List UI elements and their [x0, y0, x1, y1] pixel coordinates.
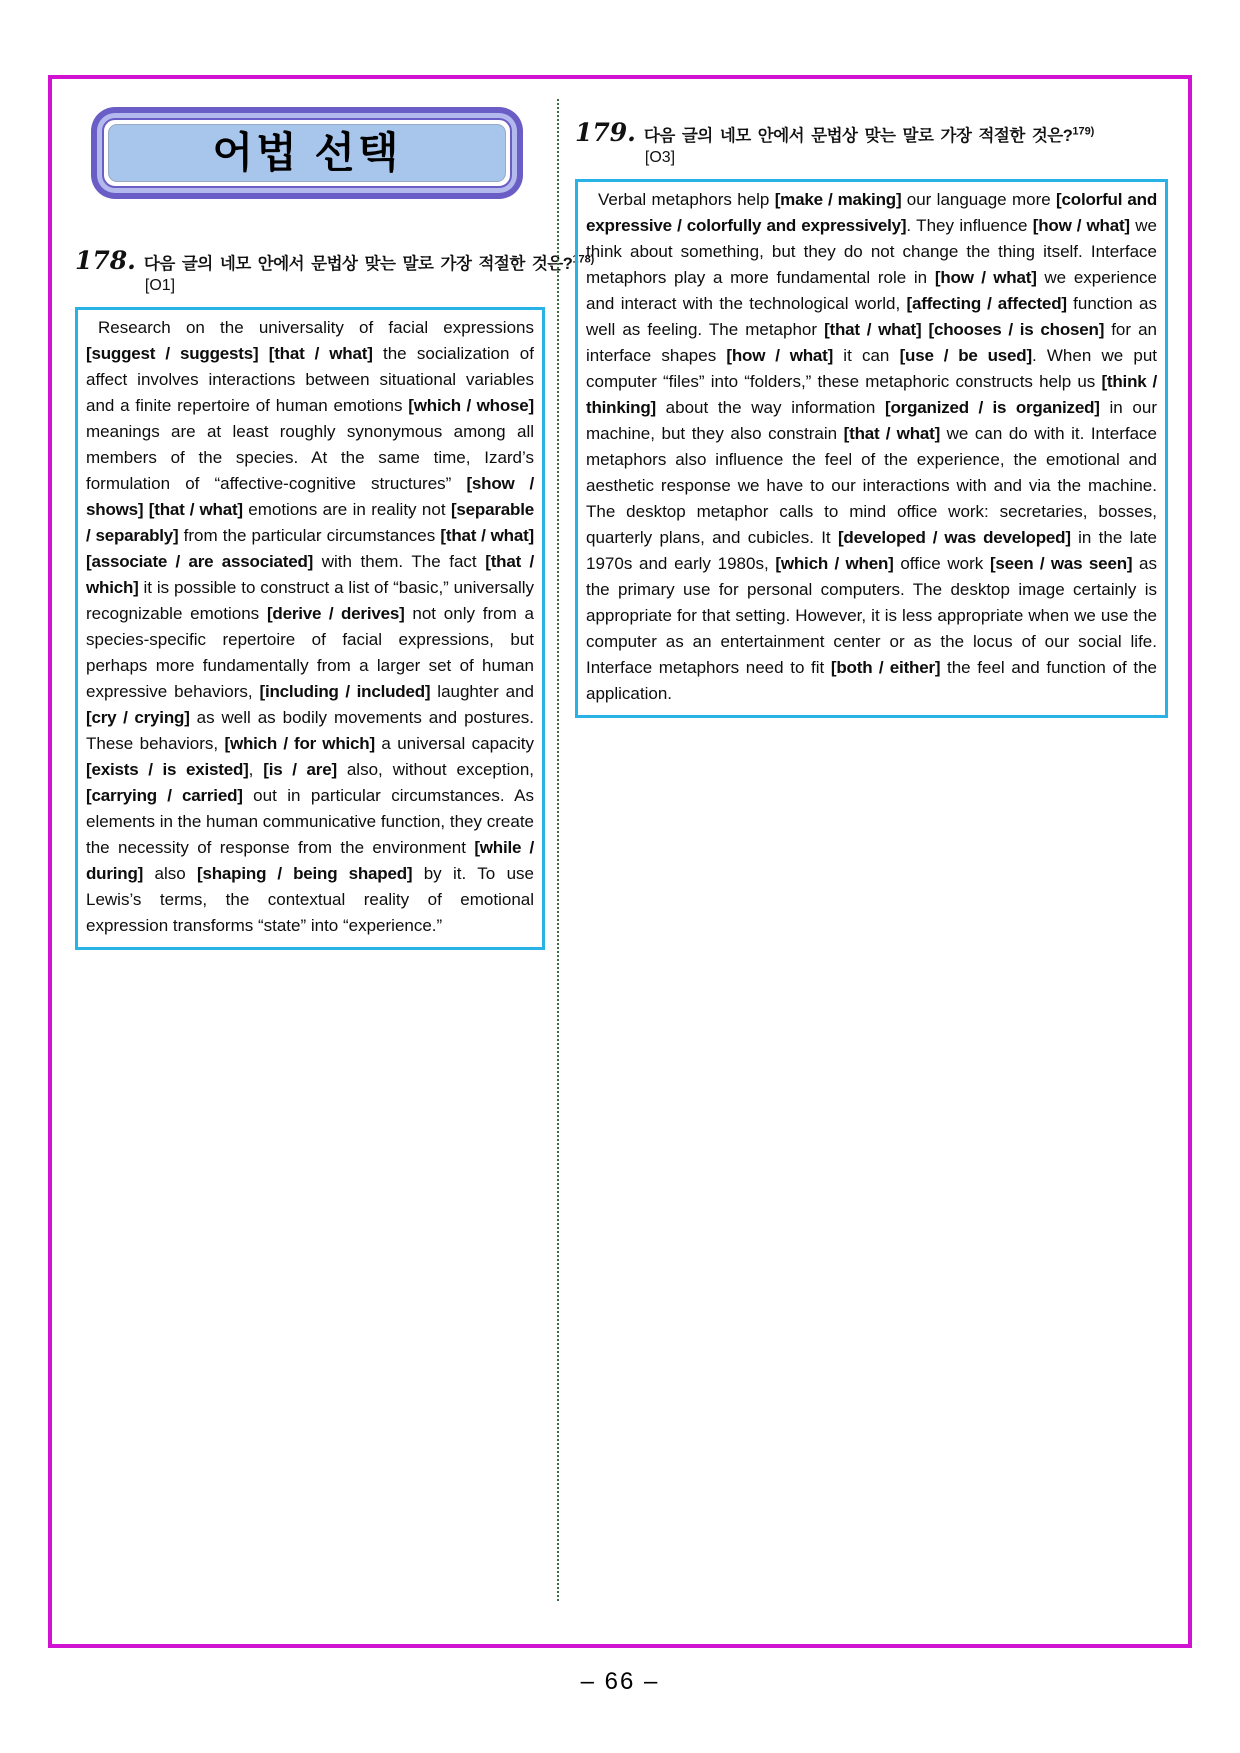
question-178 [75, 246, 595, 950]
left-column [75, 79, 595, 950]
question-179-prompt-block [644, 122, 1094, 167]
question-prompt [644, 122, 1094, 146]
right-column [575, 118, 1168, 718]
source-code: [O3] [644, 149, 676, 166]
section-title [108, 124, 506, 182]
page-border [48, 75, 1192, 1648]
banner-layer-periwinkle [97, 113, 517, 193]
question-178-header [75, 246, 595, 295]
footnote-marker: 178) [572, 253, 595, 266]
page-number: – 66 – [580, 1668, 660, 1695]
section-title-banner [91, 107, 523, 199]
question-prompt [144, 250, 594, 274]
question-prompt-text: 다음 글의 네모 안에서 문법상 맞는 말로 가장 적절한 것은? [143, 255, 573, 273]
footnote-marker: 179) [1072, 125, 1095, 138]
question-prompt-text: 다음 글의 네모 안에서 문법상 맞는 말로 가장 적절한 것은? [643, 127, 1073, 145]
question-178-prompt-block [144, 250, 594, 295]
section-title-text: 어법 선택 [212, 129, 402, 176]
question-179-header [575, 118, 1168, 167]
banner-layer-white [102, 118, 512, 188]
question-number: 178. [75, 246, 136, 275]
passage-box-178: Research on the universality of facial expressions [suggest / suggests] [that / what] the socialization of affect involves interactions between situational variables and a finite repertoire of human emotions [which / whose] meanings are at least roughly synonymous among all members of the species. At the same time, Izard’s formulation of “affective-cognitive structures” [show / shows] [that / what] emotions are in reality not [separable / separably] from the particular circumstances [that / what] [associate / are associated] with them. The fact [that / which] it is possible to construct a list of “basic,” universally recognizable emotions [derive / derives] not only from a species-specific repertoire of facial expressions, but perhaps more fundamentally from a larger set of human expressive behaviors, [including / included] laughter and [cry / crying] as well as bodily movements and postures. These behaviors, [which / for which] a universal capacity [exists / is existed], [is / are] also, without exception, [carrying / carried] out in particular circumstances. As elements in the human communicative function, they create the necessity of response from the environment [while / during] also [shaping / being shaped] by it. To use Lewis’s terms, the contextual reality of emotional expression transforms “state” into “experience.” [75, 307, 545, 950]
column-divider-dotted [557, 99, 559, 1601]
passage-box-179: Verbal metaphors help [make / making] our language more [colorful and expressive / colorfully and expressively]. They influence [how / what] we think about something, but they do not change the thing itself. Interface metaphors play a more fundamental role in [how / what] we experience and interact with the technological world, [affecting / affected] function as well as feeling. The metaphor [that / what] [chooses / is chosen] for an interface shapes [how / what] it can [use / be used]. When we put computer “files” into “folders,” these metaphoric constructs help us [think / thinking] about the way information [organized / is organized] in our machine, but they also constrain [that / what] we can do with it. Interface metaphors also influence the feel of the experience, the emotional and aesthetic response we have to our interactions with and via the machine. The desktop metaphor calls to mind office work: secretaries, bosses, quarterly plans, and cubicles. It [developed / was developed] in the late 1970s and early 1980s, [which / when] office work [seen / was seen] as the primary use for personal computers. The desktop image certainly is appropriate for that setting. However, it is less appropriate when we use the computer as an entertainment center or as the locus of our social life. Interface metaphors need to fit [both / either] the feel and function of the application. [575, 179, 1168, 718]
source-code: [O1] [144, 277, 176, 294]
question-number: 179. [575, 118, 636, 147]
question-179 [575, 118, 1168, 718]
